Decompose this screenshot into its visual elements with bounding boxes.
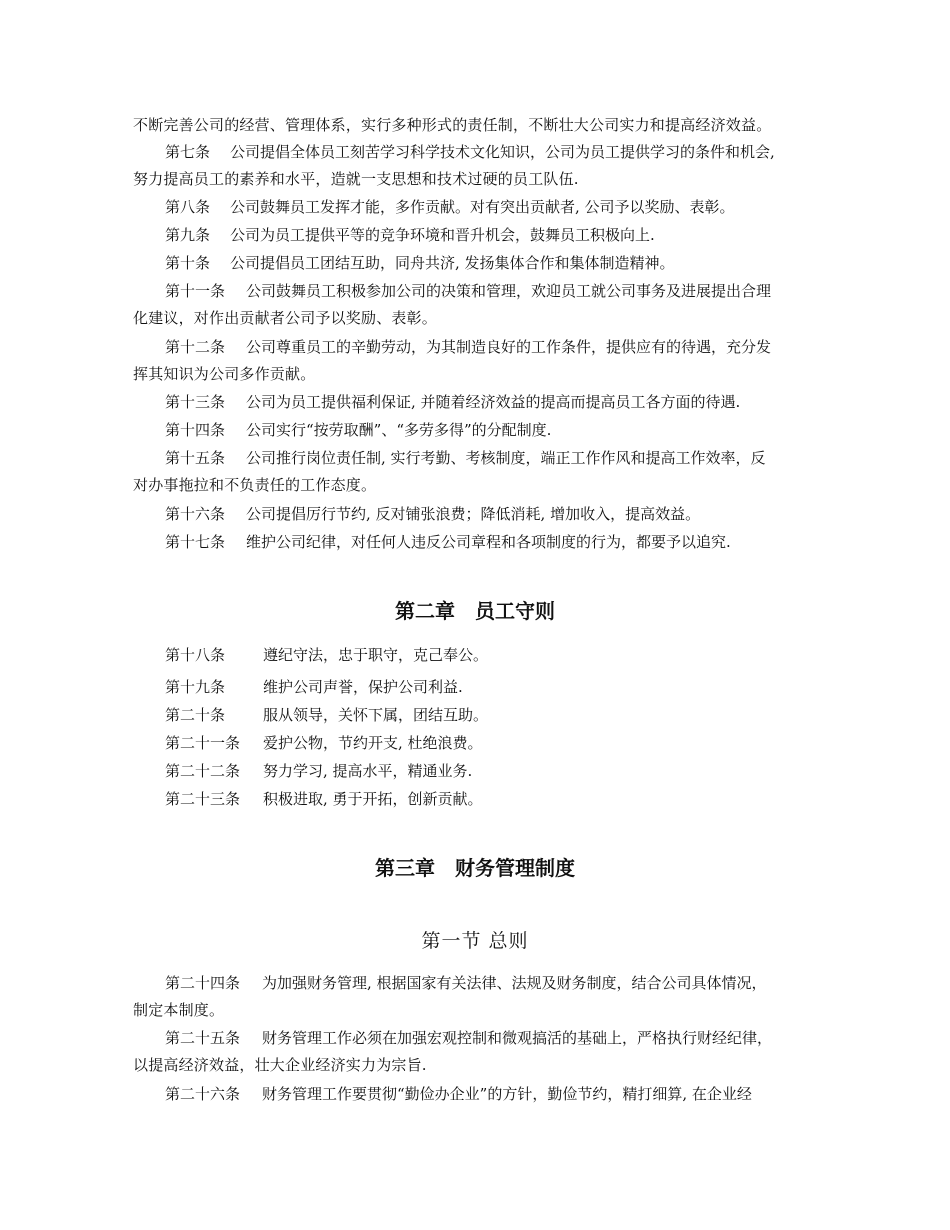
- article-number: 第二十二条: [165, 762, 241, 780]
- article-number: 第十条: [165, 254, 211, 272]
- article-8: [165, 197, 735, 217]
- article-9: [165, 225, 655, 245]
- article-text: 为加强财务管理, 根据国家有关法律、法规及财务制度，结合公司具体情况，: [262, 974, 767, 992]
- article-20: [165, 705, 488, 725]
- article-14: [165, 420, 551, 440]
- article-text: 公司提倡厉行节约, 反对铺张浪费；降低消耗, 增加收入，提高效益。: [246, 505, 701, 523]
- article-10: [165, 253, 675, 273]
- article-number: 第二十六条: [165, 1085, 241, 1103]
- article-text: 公司推行岗位责任制, 实行考勤、考核制度，端正工作作风和提高工作效率，反: [246, 449, 766, 467]
- article-text: 公司为员工提供福利保证, 并随着经济效益的提高而提高员工各方面的待遇.: [246, 393, 741, 411]
- article-12-continuation: 挥其知识为公司多作贡献。: [133, 365, 316, 383]
- article-18: [165, 645, 488, 665]
- article-24-continuation: 制定本制度。: [133, 1001, 225, 1019]
- article-number: 第十四条: [165, 421, 226, 439]
- article-text: 公司提倡全体员工刻苦学习科学技术文化知识，公司为员工提供学习的条件和机会,: [230, 143, 775, 161]
- article-11: [165, 281, 771, 301]
- article-number: 第二十三条: [165, 790, 241, 808]
- article-24: [165, 973, 767, 993]
- article-text: 公司为员工提供平等的竞争环境和晋升机会，鼓舞员工积极向上.: [230, 226, 655, 244]
- article-number: 第十九条: [165, 678, 226, 696]
- article-number: 第十八条: [165, 646, 226, 664]
- article-number: 第十三条: [165, 393, 226, 411]
- article-text: 维护公司纪律，对任何人违反公司章程和各项制度的行为，都要予以追究.: [246, 533, 731, 551]
- article-text: 公司尊重员工的辛勤劳动，为其制造良好的工作条件，提供应有的待遇，充分发: [246, 338, 772, 356]
- article-text: 公司鼓舞员工积极参加公司的决策和管理，欢迎员工就公司事务及进展提出合理: [246, 282, 772, 300]
- article-number: 第十五条: [165, 449, 226, 467]
- article-26: [165, 1084, 752, 1104]
- article-text: 遵纪守法，忠于职守，克己奉公。: [263, 646, 489, 664]
- chapter-3-title: 第三章 财务管理制度: [375, 856, 575, 880]
- article-number: 第二十一条: [165, 734, 241, 752]
- article-number: 第二十五条: [165, 1029, 241, 1047]
- article-11-continuation: 化建议，对作出贡献者公司予以奖励、表彰。: [133, 309, 438, 327]
- article-25-continuation: 以提高经济效益，壮大企业经济实力为宗旨.: [133, 1056, 427, 1074]
- article-16: [165, 504, 700, 524]
- article-22: [165, 761, 472, 781]
- article-23: [165, 789, 483, 809]
- article-number: 第十七条: [165, 533, 226, 551]
- article-19: [165, 677, 463, 697]
- article-15-continuation: 对办事拖拉和不负责任的工作态度。: [133, 476, 377, 494]
- article-12: [165, 337, 771, 357]
- intro-continuation: 不断完善公司的经营、管理体系，实行多种形式的责任制，不断壮大公司实力和提高经济效益。: [133, 116, 772, 134]
- article-7-continuation: 努力提高员工的素养和水平，造就一支思想和技术过硬的员工队伍.: [133, 170, 579, 188]
- article-13: [165, 392, 740, 412]
- article-17: [165, 532, 731, 552]
- article-text: 维护公司声誉，保护公司利益.: [263, 678, 463, 696]
- article-number: 第十一条: [165, 282, 226, 300]
- article-15: [165, 448, 766, 468]
- article-text: 公司鼓舞员工发挥才能，多作贡献。对有突出贡献者, 公司予以奖励、表彰。: [230, 198, 735, 216]
- article-number: 第七条: [165, 143, 211, 161]
- article-text: 爱护公物，节约开支, 杜绝浪费。: [263, 734, 483, 752]
- article-text: 服从领导，关怀下属，团结互助。: [263, 706, 489, 724]
- article-21: [165, 733, 483, 753]
- section-1-title: 第一节 总则: [421, 930, 529, 952]
- article-25: [165, 1028, 772, 1048]
- article-number: 第八条: [165, 198, 211, 216]
- article-number: 第二十条: [165, 706, 226, 724]
- article-text: 积极进取, 勇于开拓，创新贡献。: [263, 790, 483, 808]
- article-number: 第二十四条: [165, 974, 241, 992]
- article-number: 第九条: [165, 226, 211, 244]
- article-7: [165, 142, 775, 162]
- article-number: 第十二条: [165, 338, 226, 356]
- article-text: 努力学习, 提高水平，精通业务.: [263, 762, 473, 780]
- article-text: 公司提倡员工团结互助，同舟共济, 发扬集体合作和集体制造精神。: [230, 254, 675, 272]
- article-text: 财务管理工作必须在加强宏观控制和微观搞活的基础上，严格执行财经纪律，: [262, 1029, 773, 1047]
- article-text: 公司实行“按劳取酬”、“多劳多得”的分配制度.: [246, 421, 552, 439]
- article-text: 财务管理工作要贯彻“勤俭办企业”的方针，勤俭节约，精打细算, 在企业经: [262, 1085, 752, 1103]
- article-number: 第十六条: [165, 505, 226, 523]
- chapter-2-title: 第二章 员工守则: [395, 599, 555, 623]
